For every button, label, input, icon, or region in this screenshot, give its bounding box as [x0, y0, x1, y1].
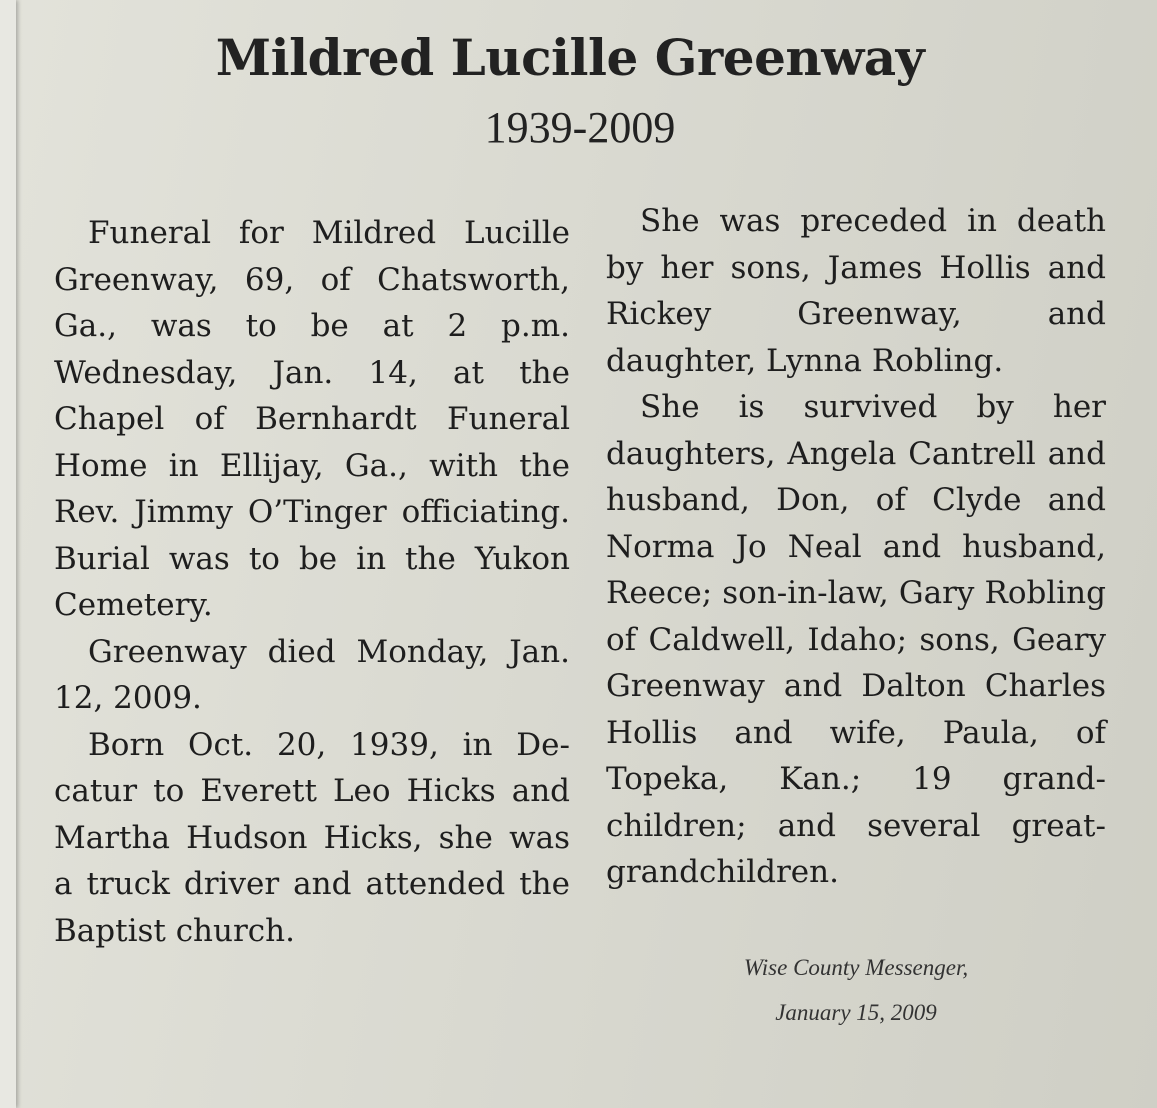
clipping-edge	[0, 0, 16, 1108]
paragraph-survived: She is survived by her daughters, Angela Cantrell and husband, Don, of Clyde and Norma Jo Neal and husband, Reece; son-in-law, Gary Robling of Caldwell, Idaho; sons, Geary Greenway and Dalton Charles Hollis and wife, Paula, of Topeka, Kan.; 19 grandchildren; and several great-grandchildren.	[606, 389, 1106, 890]
source-date: January 15, 2009	[775, 1000, 937, 1025]
obituary-title: Mildred Lucille Greenway	[215, 28, 925, 87]
left-column	[54, 210, 570, 954]
paragraph-preceded: She was preceded in death by her sons, James Hollis and Rickey Greenway, and daughter, Lynna Robling.	[606, 203, 1106, 379]
source-publication: Wise County Messenger,	[743, 955, 969, 980]
right-column	[606, 198, 1106, 896]
paragraph-death: Greenway died Monday, Jan. 12, 2009.	[54, 633, 570, 716]
obituary-years: 1939-2009	[484, 103, 676, 152]
paragraph-birth: Born Oct. 20, 1939, in Decatur to Everett Leo Hicks and Martha Hudson Hicks, she was a truck driver and attended the Baptist church.	[54, 726, 570, 949]
paragraph-funeral: Funeral for Mildred Lucille Greenway, 69, of Chatsworth, Ga., was to be at 2 p.m. Wednesday, Jan. 14, at the Chapel of Bernhardt Funeral Home in Ellijay, Ga., with the Rev. Jimmy O’Tinger officiating. Burial was to be in the Yukon Cemetery.	[54, 215, 570, 623]
